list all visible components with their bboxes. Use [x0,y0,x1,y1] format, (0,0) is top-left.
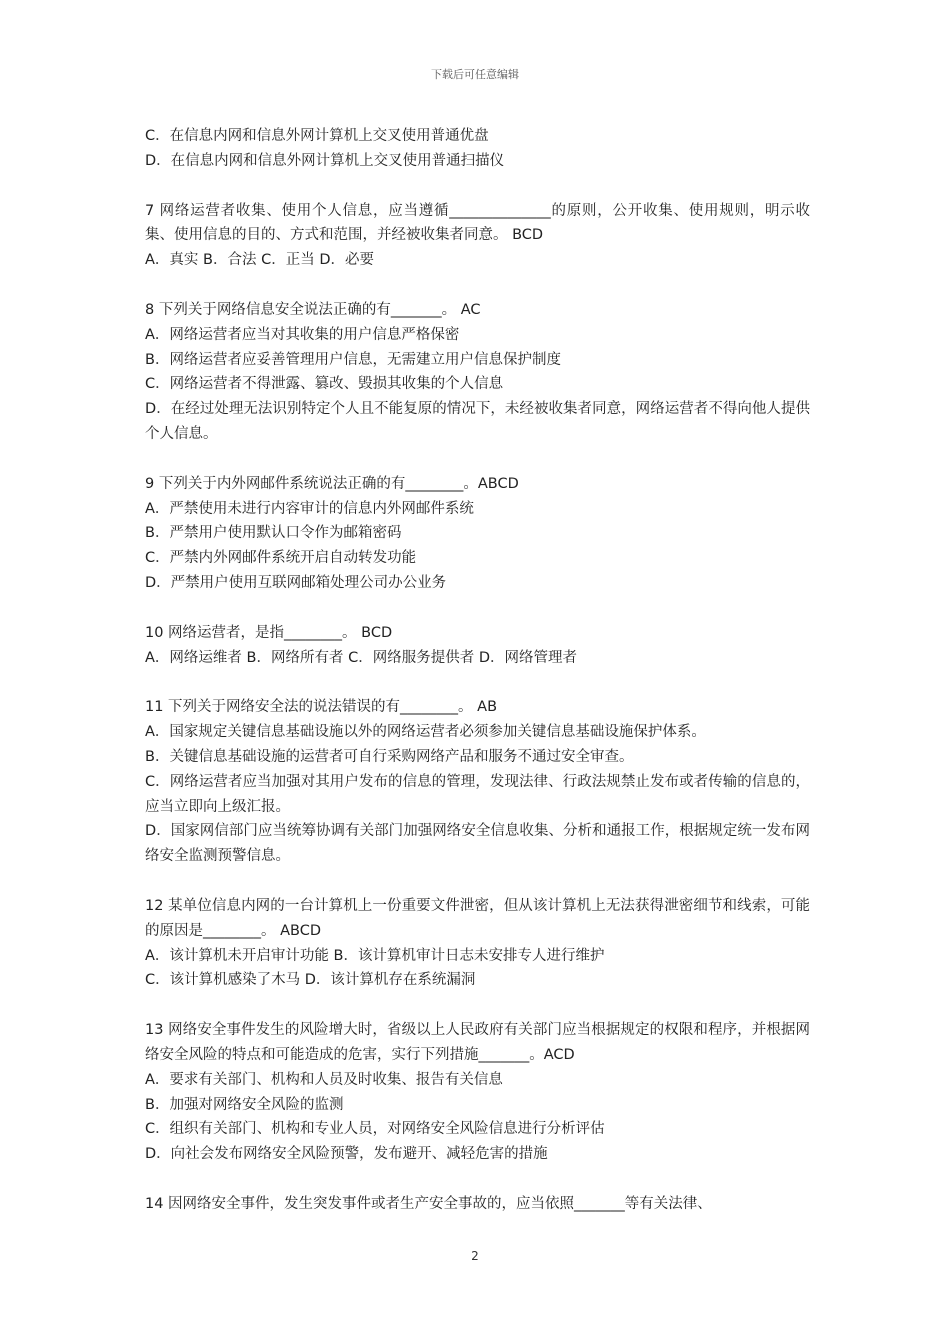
option-line: C．网络运营者应当加强对其用户发布的信息的管理，发现法律、行政法规禁止发布或者传输的信息的，应当立即向上级汇报。 [145,773,810,815]
page-number: 2 [471,1249,479,1263]
question-stem: 11 下列关于网络安全法的说法错误的有________。 AB [145,699,498,716]
option-line: A．国家规定关键信息基础设施以外的网络运营者必须参加关键信息基础设施保护体系。 [145,724,706,741]
option-line: D．国家网信部门应当统筹协调有关部门加强网络安全信息收集、分析和通报工作，根据规定统一发布网络安全监测预警信息。 [145,823,810,865]
page-header: 下载后可任意编辑 [431,68,519,81]
option-line: B．关键信息基础设施的运营者可自行采购网络产品和服务不通过安全审查。 [145,748,634,765]
option-line: B．加强对网络安全风险的监测 [145,1096,344,1113]
option-line: A．该计算机未开启审计功能 B．该计算机审计日志未安排专人进行维护 [145,947,605,964]
question-block [145,695,810,869]
option-line: B．网络运营者应妥善管理用户信息，无需建立用户信息保护制度 [145,351,561,368]
option-line: A．真实 B．合法 C．正当 D．必要 [145,252,374,269]
option-line: D．在信息内网和信息外网计算机上交叉使用普通扫描仪 [145,152,505,169]
question-stem: 9 下列关于内外网邮件系统说法正确的有________。ABCD [145,475,519,492]
option-line: C．该计算机感染了木马 D．该计算机存在系统漏洞 [145,972,476,989]
question-stem: 10 网络运营者，是指________。 BCD [145,624,393,641]
option-line: B．严禁用户使用默认口令作为邮箱密码 [145,525,402,542]
option-line: D．向社会发布网络安全风险预警，发布避开、减轻危害的措施 [145,1146,548,1163]
question-stem: 14 因网络安全事件，发生突发事件或者生产安全事故的，应当依照_______等有关法律、 [145,1195,712,1212]
question-block [145,298,810,447]
question-block [145,124,810,174]
question-block [145,472,810,596]
option-line: C．网络运营者不得泄露、篡改、毁损其收集的个人信息 [145,376,504,393]
question-block [145,621,810,671]
question-block [145,199,810,273]
option-line: D．严禁用户使用互联网邮箱处理公司办公业务 [145,574,447,591]
question-stem: 7 网络运营者收集、使用个人信息，应当遵循______________的原则，公开收集、使用规则，明示收集、使用信息的目的、方式和范围，并经被收集者同意。 BCD [145,202,810,244]
option-line: D．在经过处理无法识别特定个人且不能复原的情况下，未经被收集者同意，网络运营者不得向他人提供个人信息。 [145,401,810,442]
option-line: A．严禁使用未进行内容审计的信息内外网邮件系统 [145,500,474,517]
option-line: A．要求有关部门、机构和人员及时收集、报告有关信息 [145,1071,503,1088]
question-stem: 13 网络安全事件发生的风险增大时，省级以上人民政府有关部门应当根据规定的权限和程序，并根据网络安全风险的特点和可能造成的危害，实行下列措施_______。ACD [145,1022,810,1063]
option-line: C．严禁内外网邮件系统开启自动转发功能 [145,550,417,567]
question-stem: 8 下列关于网络信息安全说法正确的有_______。 AC [145,301,481,318]
question-block [145,1192,810,1217]
document-body [145,124,810,1217]
question-block [145,1018,810,1167]
question-block [145,894,810,993]
option-line: A．网络运营者应当对其收集的用户信息严格保密 [145,326,460,343]
option-line: C．在信息内网和信息外网计算机上交叉使用普通优盘 [145,128,489,144]
question-stem: 12 某单位信息内网的一台计算机上一份重要文件泄密，但从该计算机上无法获得泄密细节和线索，可能的原因是________。 ABCD [145,897,810,939]
option-line: C．组织有关部门、机构和专业人员，对网络安全风险信息进行分析评估 [145,1121,605,1138]
option-line: A．网络运维者 B．网络所有者 C．网络服务提供者 D．网络管理者 [145,649,577,666]
